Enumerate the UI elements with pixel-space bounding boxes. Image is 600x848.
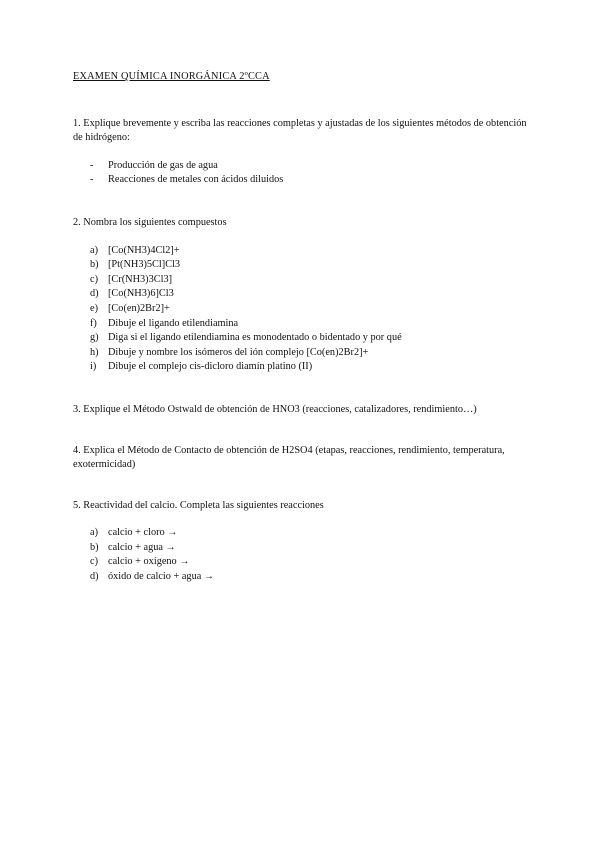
question-2-text: 2. Nombra los siguientes compuestos — [73, 216, 227, 228]
list-item-text: Diga si el ligando etilendiamina es monodentado o bidentado y por qué — [108, 332, 402, 344]
question-5-text: 5. Reactividad del calcio. Completa las siguientes reacciones — [73, 499, 324, 511]
list-item — [73, 287, 533, 302]
question-1-list — [73, 159, 533, 188]
list-item — [73, 526, 533, 541]
list-item-text: [Co(NH3)4Cl2]+ — [108, 244, 180, 256]
list-item — [73, 273, 533, 288]
list-item — [73, 159, 533, 174]
list-marker: e) — [90, 302, 98, 314]
list-item — [73, 541, 533, 556]
list-marker: g) — [90, 332, 99, 344]
list-marker: d) — [90, 288, 99, 300]
list-item — [73, 302, 533, 317]
list-item-text: calcio + agua → — [108, 541, 176, 553]
list-item-text: calcio + oxígeno → — [108, 556, 190, 568]
list-item-text: óxido de calcio + agua → — [108, 571, 215, 583]
list-marker: d) — [90, 571, 99, 583]
list-marker: - — [90, 174, 94, 186]
list-marker: - — [90, 159, 94, 171]
exam-title: EXAMEN QUÍMICA INORGÁNICA 2ºCCA — [73, 71, 270, 82]
list-item-text: Dibuje y nombre los isómeros del ión complejo [Co(en)2Br2]+ — [108, 346, 369, 358]
list-item — [73, 331, 533, 346]
list-item — [73, 570, 533, 585]
list-marker: i) — [90, 361, 97, 373]
list-item-text: [Co(en)2Br2]+ — [108, 302, 170, 314]
list-marker: h) — [90, 346, 99, 358]
list-item-text: calcio + cloro → — [108, 527, 178, 539]
list-item-text: Dibuje el complejo cis-dicloro diamín platino (II) — [108, 361, 313, 373]
list-marker: f) — [90, 317, 97, 329]
list-item-text: Producción de gas de agua — [108, 159, 218, 171]
question-2-list — [73, 244, 533, 375]
list-item — [73, 555, 533, 570]
list-marker: a) — [90, 244, 98, 256]
list-marker: b) — [90, 259, 99, 271]
list-item — [73, 244, 533, 259]
list-item-text: Dibuje el ligando etilendiamina — [108, 317, 239, 329]
list-item-text: [Co(NH3)6]Cl3 — [108, 288, 174, 300]
list-marker: c) — [90, 556, 98, 568]
list-item — [73, 258, 533, 273]
list-item-text: Reacciones de metales con ácidos diluidos — [108, 174, 284, 186]
question-1-text: 1. Explique brevemente y escriba las reacciones completas y ajustadas de los siguientes métodos de obtención de hidrógeno: — [73, 117, 527, 144]
list-marker: a) — [90, 527, 98, 539]
question-5-list — [73, 526, 533, 584]
list-item — [73, 360, 533, 375]
list-item-text: [Cr(NH3)3Cl3] — [108, 273, 173, 285]
list-marker: b) — [90, 541, 99, 553]
list-marker: c) — [90, 273, 98, 285]
list-item — [73, 173, 533, 188]
list-item — [73, 317, 533, 332]
exam-document — [73, 70, 533, 585]
question-3-text: 3. Explique el Método Ostwald de obtención de HNO3 (reacciones, catalizadores, rendimiento…) — [73, 403, 477, 415]
list-item — [73, 346, 533, 361]
question-4-text: 4. Explica el Método de Contacto de obtención de H2SO4 (etapas, reacciones, rendimiento, temperatura, exotermicidad) — [73, 444, 505, 471]
list-item-text: [Pt(NH3)5Cl]Cl3 — [108, 259, 181, 271]
